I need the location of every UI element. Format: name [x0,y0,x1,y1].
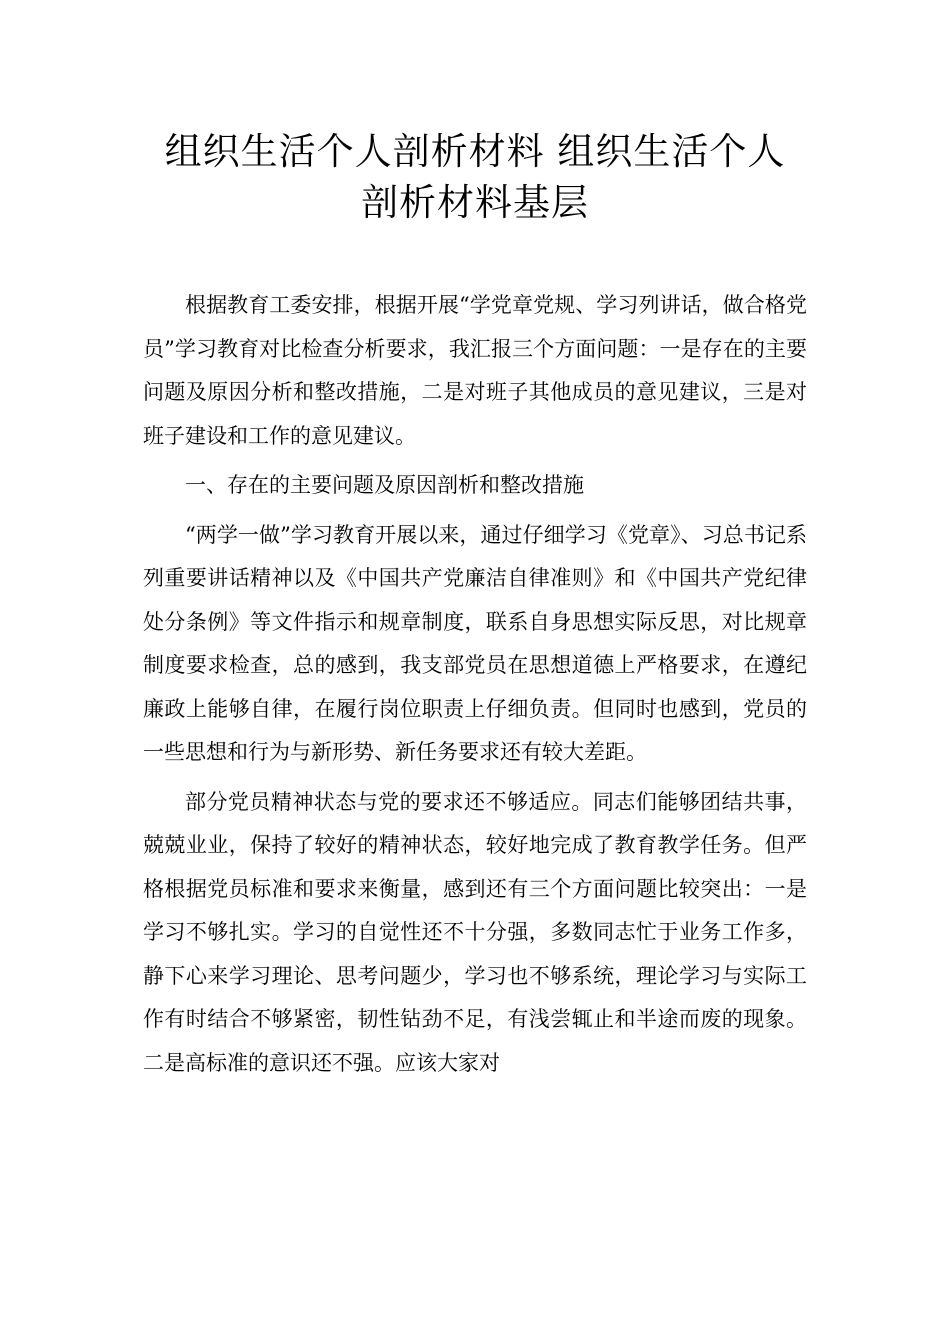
document-body [143,284,807,1085]
document-title [100,126,850,228]
title-line-1: 组织生活个人剖析材料 组织生活个人 [164,130,786,173]
paragraph-intro: 根据教育工委安排，根据开展“学党章党规、学习列讲话，做合格党员”学习教育对比检查分析要求，我汇报三个方面问题：一是存在的主要问题及原因分析和整改措施，二是对班子其他成员的意见建议，三是对班子建设和工作的意见建议。 [143,293,807,448]
title-line-2: 剖析材料基层 [361,181,589,224]
section-heading: 一、存在的主要问题及原因剖析和整改措施 [185,473,584,497]
paragraph-study-summary: “两学一做”学习教育开展以来，通过仔细学习《党章》、习总书记系列重要讲话精神以及《中国共产党廉洁自律准则》和《中国共产党纪律处分条例》等文件指示和规章制度，联系自身思想实际反思，对比规章制度要求检查，总的感到，我支部党员在思想道德上严格要求，在遵纪廉政上能够自律，在履行岗位职责上仔细负责。但同时也感到，党员的一些思想和行为与新形势、新任务要求还有较大差距。 [143,522,807,764]
paragraph-problems: 部分党员精神状态与党的要求还不够适应。同志们能够团结共事，兢兢业业，保持了较好的精神状态，较好地完成了教育教学任务。但严格根据党员标准和要求来衡量，感到还有三个方面问题比较突出：一是学习不够扎实。学习的自觉性还不十分强，多数同志忙于业务工作多，静下心来学习理论、思考问题少，学习也不够系统，理论学习与实际工作有时结合不够紧密，韧性钻劲不足，有浅尝辄止和半途而废的现象。二是高标准的意识还不强。应该大家对 [143,789,807,1075]
